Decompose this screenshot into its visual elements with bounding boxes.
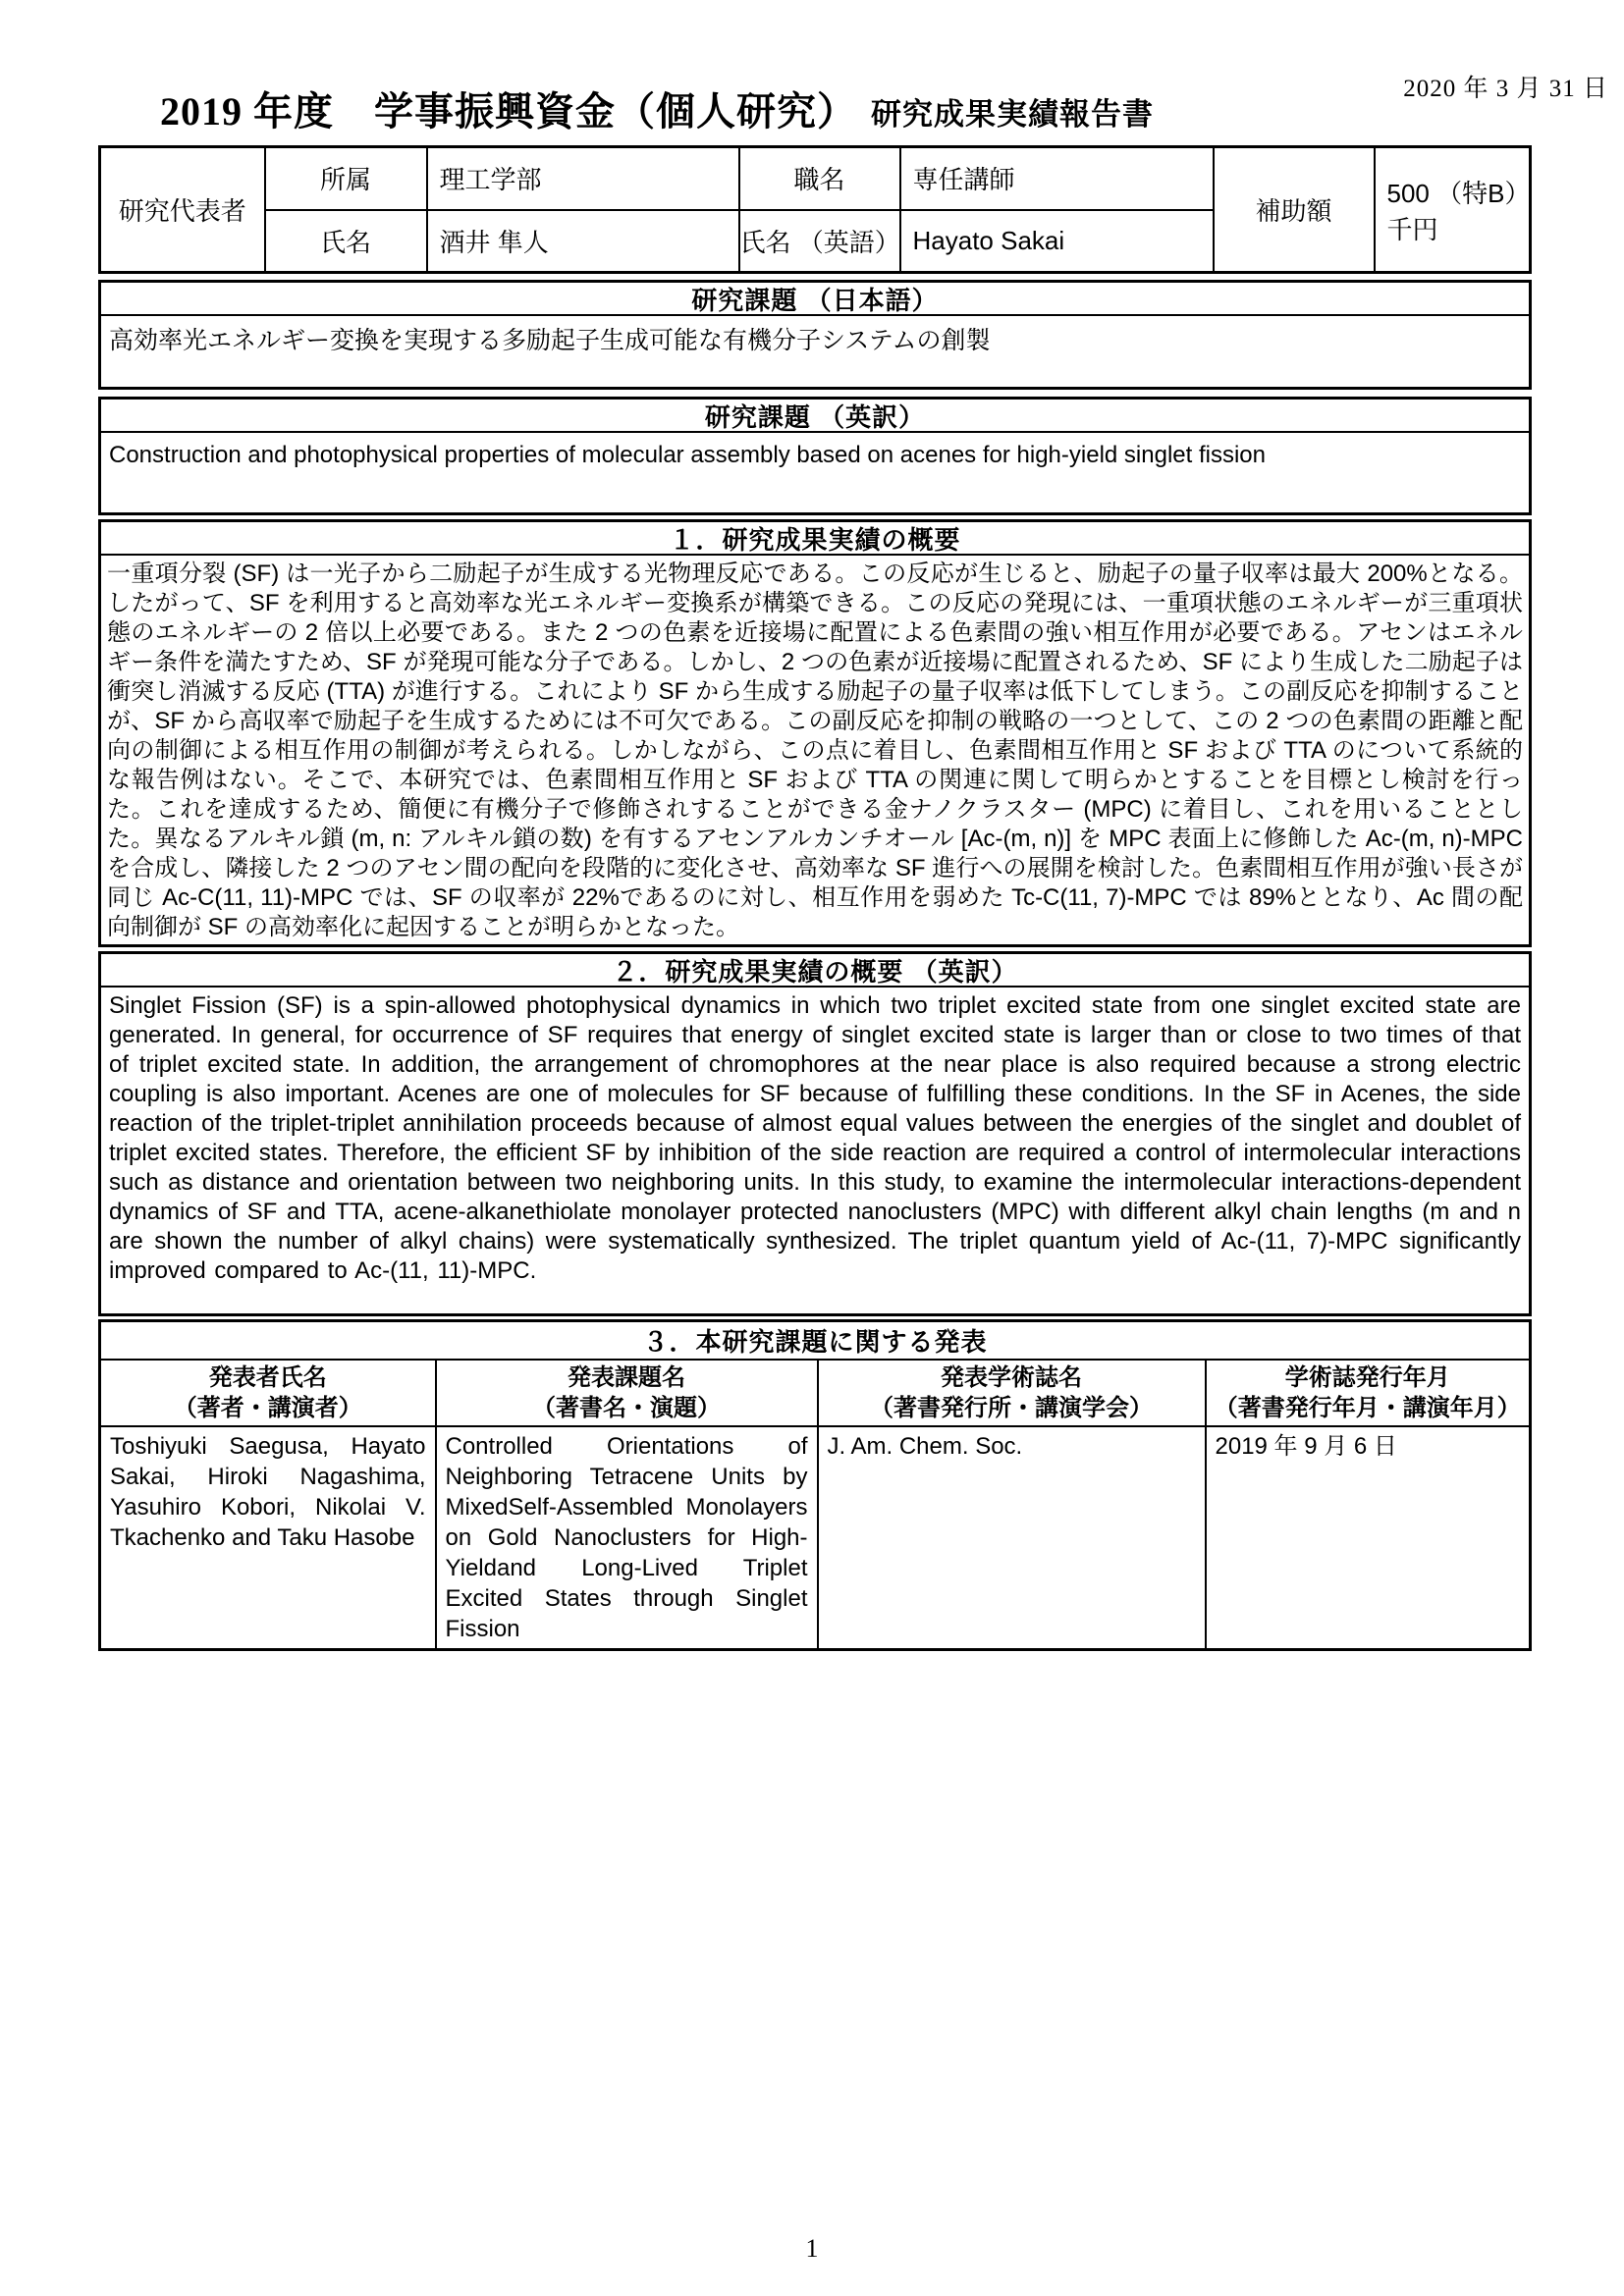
section-theme-ja-body: 高効率光エネルギー変換を実現する多励起子生成可能な有機分子システムの創製 [109, 327, 991, 354]
researcher-info-table [98, 145, 1532, 274]
section-summary-en-header: ２．研究成果実績の概要 （英訳） [101, 954, 1529, 988]
publications-section-header: ３．本研究課題に関する発表 [100, 1321, 1531, 1361]
pub-col-journal-header [818, 1360, 1206, 1426]
pub-authors-cell: Toshiyuki Saegusa, Hayato Sakai, Hiroki Nagashima, Yasuhiro Kobori, Nikolai V. Tkachenko and Taku Hasobe [100, 1426, 436, 1650]
section-summary-en [98, 951, 1532, 1316]
position-value-cell: 専任講師 [900, 147, 1214, 210]
section-theme-ja-header: 研究課題 （日本語） [101, 283, 1529, 316]
affiliation-label-cell: 所属 [265, 147, 427, 210]
name-value-cell: 酒井 隼人 [427, 210, 739, 273]
pub-journal-cell: J. Am. Chem. Soc. [818, 1426, 1206, 1650]
section-theme-ja [98, 280, 1532, 390]
issue-date: 2020 年 3 月 31 日 [1403, 76, 1608, 102]
pub-col-date-line2: （著書発行年月・講演年月） [1214, 1395, 1521, 1421]
pub-col-authors-header [100, 1360, 436, 1426]
document-title-sub: 研究成果実績報告書 [871, 97, 1154, 132]
pub-date-cell: 2019 年 9 月 6 日 [1206, 1426, 1531, 1650]
publications-header-row [100, 1321, 1531, 1361]
pub-col-journal-line1: 発表学術誌名 [941, 1364, 1082, 1391]
document-title [160, 80, 1154, 136]
pub-col-authors-line2: （著者・講演者） [173, 1395, 362, 1421]
pub-col-journal-line2: （著書発行所・講演学会） [870, 1395, 1153, 1421]
section-summary-ja [98, 519, 1532, 947]
section-summary-en-body: Singlet Fission (SF) is a spin-allowed photophysical dynamics in which two triplet excited state from one singlet excited state are generated. In general, for occurrence of SF requires that energy of singlet excited state is larger than or close to two times of that of triplet excited state. In addition, the arrangement of chromophores at the near place is also required because a strong electric coupling is also important. Acenes are one of molecules for SF because of fulfilling these conditions. In the SF in Acenes, the side reaction of the triplet-triplet annihilation proceeds because of almost equal values between the energies of the singlet and doublet of triplet excited states. Therefore, the efficient SF by inhibition of the side reaction are required a control of intermolecular interactions such as distance and orientation between two neighboring units. In this study, to examine the intermolecular interactions-dependent dynamics of SF and TTA, acene-alkanethiolate monolayer protected nanoclusters (MPC) with different alkyl chain lengths (m and n are shown the number of alkyl chains) were systematically synthesized. The triplet quantum yield of Ac-(11, 7)-MPC significantly improved compared to Ac-(11, 11)-MPC. [109, 992, 1521, 1284]
pub-col-title-header [436, 1360, 818, 1426]
publications-column-header-row [100, 1360, 1531, 1426]
position-label-cell: 職名 [739, 147, 900, 210]
pub-col-authors-line1: 発表者氏名 [208, 1364, 327, 1391]
publications-table [98, 1319, 1532, 1651]
name-en-label-cell: 氏名 （英語） [739, 210, 900, 273]
section-summary-ja-body: 一重項分裂 (SF) は一光子から二励起子が生成する光物理反応である。この反応が生じると、励起子の量子収率は最大 200%となる。したがって、SF を利用すると高効率な光エネルギー変換系が構築できる。この反応の発現には、一重項状態のエネルギーが三重項状態のエネルギーの 2 倍以上必要である。また 2 つの色素を近接場に配置による色素間の強い相互作用が必要である。アセンはエネルギー条件を満たすため、SF が発現可能な分子である。しかし、2 つの色素が近接場に配置されるため、SF により生成した二励起子は衝突し消滅する反応 (TTA) が進行する。これにより SF から生成する励起子の量子収率は低下してしまう。この副反応を抑制することが、SF から高収率で励起子を生成するためには不可欠である。この副反応を抑制の戦略の一つとして、この 2 つの色素間の距離と配向の制御による相互作用の制御が考えられる。しかしながら、この点に着目し、色素間相互作用と SF および TTA のについて系統的な報告例はない。そこで、本研究では、色素間相互作用と SF および TTA の関連に関して明らかとすることを目標とし検討を行った。これを達成するため、簡便に有機分子で修飾されすることができる金ナノクラスター (MPC) に着目し、これを用いることとした。異なるアルキル鎖 (m, n: アルキル鎖の数) を有するアセンアルカンチオール [Ac-(m, n)] を MPC 表面上に修飾した Ac-(m, n)-MPC を合成し、隣接した 2 つのアセン間の配向を段階的に変化させ、高効率な SF 進行への展開を検討した。色素間相互作用が強い長さが同じ Ac-C(11, 11)-MPC では、SF の収率が 22%であるのに対し、相互作用を弱めた Tc-C(11, 7)-MPC では 89%ととなり、Ac 間の配向制御が SF の高効率化に起因することが明らかとなった。 [107, 561, 1523, 940]
pub-title-cell: Controlled Orientations of Neighboring Tetracene Units by MixedSelf-Assembled Monolayers on Gold Nanoclusters for High-Yieldand Long-Lived Triplet Excited States through Singlet Fission [436, 1426, 818, 1650]
pub-col-date-header [1206, 1360, 1531, 1426]
pub-col-title-line1: 発表課題名 [568, 1364, 685, 1391]
affiliation-value-cell: 理工学部 [427, 147, 739, 210]
section-theme-en-header: 研究課題 （英訳） [101, 400, 1529, 433]
subsidy-value-cell: 500 （特B）千円 [1375, 147, 1531, 273]
section-theme-en [98, 397, 1532, 515]
section-summary-ja-header: １．研究成果実績の概要 [101, 522, 1529, 556]
document-title-main: 2019 年度 学事振興資金（個人研究） [160, 89, 857, 133]
name-label-cell: 氏名 [265, 210, 427, 273]
name-en-value-cell: Hayato Sakai [900, 210, 1214, 273]
pub-col-title-line2: （著書名・演題） [532, 1395, 721, 1421]
pub-col-date-line1: 学術誌発行年月 [1284, 1364, 1450, 1391]
rep-label-cell: 研究代表者 [100, 147, 265, 273]
publication-row [100, 1426, 1531, 1650]
info-row-affiliation [100, 147, 1531, 210]
subsidy-label-cell: 補助額 [1214, 147, 1375, 273]
page-number: 1 [805, 2234, 819, 2263]
section-theme-en-body: Construction and photophysical properties of molecular assembly based on acenes for high-yield singlet fission [109, 442, 1266, 468]
